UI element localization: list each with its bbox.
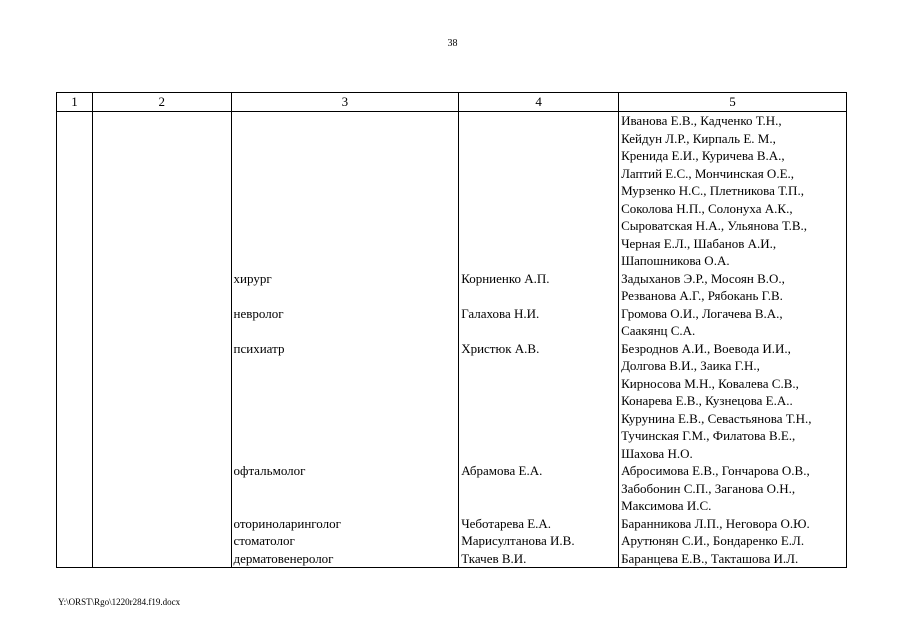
cell-line <box>459 392 618 410</box>
cell-line: Лаптий Е.С., Мончинская О.Е., <box>621 165 795 181</box>
document-table <box>56 92 847 568</box>
cell-line <box>232 480 459 498</box>
cell-line <box>232 217 459 235</box>
cell-line: Марисултанова И.В. <box>461 533 575 548</box>
cell-line: Сыроватская Н.А., Ульянова Т.В., <box>621 218 808 233</box>
cell-line <box>232 112 459 130</box>
cell-line <box>459 147 618 165</box>
cell-line <box>232 357 459 375</box>
column-header-2: 2 <box>92 93 231 112</box>
cell-line: офтальмолог <box>233 463 306 478</box>
cell-line <box>232 445 459 463</box>
cell-line <box>459 497 618 515</box>
cell-line: невролог <box>233 305 284 321</box>
cell-line: Арутюнян С.И., Бондаренко Е.Л. <box>621 533 805 548</box>
column-header-1: 1 <box>57 93 93 112</box>
cell-line: Долгова В.И., Заика Г.Н., <box>621 358 760 373</box>
cell-line <box>459 445 618 463</box>
cell-line: Ткачев В.И. <box>461 550 527 566</box>
cell-line: Чеботарева Е.А. <box>461 515 552 531</box>
cell-line <box>232 322 459 340</box>
cell-line <box>232 235 459 253</box>
cell-line <box>459 322 618 340</box>
cell-line: Соколова Н.П., Солонуха А.К., <box>621 200 793 216</box>
cell-line: дерматовенеролог <box>233 550 334 566</box>
staff-names-column <box>619 112 847 568</box>
cell-line: Христюк А.В. <box>461 340 540 356</box>
cell-line: стоматолог <box>233 533 295 548</box>
cell-line: Шахова Н.О. <box>621 445 693 461</box>
cell-line <box>459 130 618 148</box>
cell-line: хирург <box>233 270 272 286</box>
cell-line: Саакянц С.А. <box>621 323 696 338</box>
cell-line <box>459 235 618 253</box>
cell-line: Галахова Н.И. <box>461 305 540 321</box>
column-1-cell <box>57 112 93 568</box>
cell-line: Тучинская Г.М., Филатова В.Е., <box>621 428 796 443</box>
cell-line: Черная Е.Л., Шабанов А.И., <box>621 235 777 251</box>
page-number: 38 <box>447 38 458 49</box>
cell-line: Курунина Е.В., Севастьянова Т.Н., <box>621 410 812 426</box>
cell-line <box>232 165 459 183</box>
cell-line <box>459 165 618 183</box>
cell-line <box>232 182 459 200</box>
cell-line <box>232 200 459 218</box>
cell-line: Максимова И.С. <box>621 498 712 513</box>
cell-line <box>459 112 618 130</box>
cell-line: Безроднов А.И., Воевода И.И., <box>621 340 791 356</box>
cell-line <box>232 130 459 148</box>
cell-line <box>232 287 459 305</box>
cell-line <box>459 427 618 445</box>
table-header-row <box>57 93 847 112</box>
cell-line: Задыханов Э.Р., Мосоян В.О., <box>621 270 785 286</box>
specialty-column <box>231 112 459 568</box>
cell-line: Мурзенко Н.С., Плетникова Т.П., <box>621 183 804 198</box>
cell-line: Кренида Е.И., Куричева В.А., <box>621 148 785 163</box>
cell-line <box>232 392 459 410</box>
cell-line <box>232 147 459 165</box>
cell-line <box>459 252 618 270</box>
column-2-cell <box>92 112 231 568</box>
cell-line: Шапошникова О.А. <box>621 253 730 268</box>
cell-line: Баранникова Л.П., Неговора О.Ю. <box>621 515 810 531</box>
cell-line <box>459 410 618 428</box>
table-row <box>57 112 847 568</box>
cell-line <box>459 375 618 393</box>
cell-line: Конарева Е.В., Кузнецова Е.А.. <box>621 393 793 408</box>
cell-line <box>459 480 618 498</box>
cell-line <box>232 427 459 445</box>
cell-line: Баранцева Е.В., Такташова И.Л. <box>621 550 799 566</box>
cell-line <box>459 287 618 305</box>
cell-line: Громова О.И., Логачева В.А., <box>621 305 783 321</box>
cell-line: Кейдун Л.Р., Кирпаль Е. М., <box>621 130 776 146</box>
cell-line <box>459 200 618 218</box>
cell-line: оториноларинголог <box>233 515 341 531</box>
cell-line: Кирносова М.Н., Ковалева С.В., <box>621 375 799 391</box>
cell-line: Абросимова Е.В., Гончарова О.В., <box>621 463 810 478</box>
cell-line <box>459 357 618 375</box>
cell-line <box>232 375 459 393</box>
cell-line: Забобонин С.П., Заганова О.Н., <box>621 480 796 496</box>
cell-line: Корниенко А.П. <box>461 270 550 286</box>
cell-line <box>232 497 459 515</box>
chief-specialist-column <box>459 112 619 568</box>
cell-line <box>459 217 618 235</box>
cell-line <box>459 182 618 200</box>
column-header-3: 3 <box>231 93 459 112</box>
cell-line <box>232 410 459 428</box>
cell-line: психиатр <box>233 340 285 356</box>
cell-line: Резванова А.Г., Рябокань Г.В. <box>621 288 783 303</box>
cell-line <box>232 252 459 270</box>
cell-line: Абрамова Е.А. <box>461 463 543 478</box>
column-header-4: 4 <box>459 93 619 112</box>
footer-file-path: Y:\ORST\Rgo\1220r284.f19.docx <box>58 597 181 607</box>
cell-line: Иванова Е.В., Кадченко Т.Н., <box>621 113 782 128</box>
column-header-5: 5 <box>619 93 847 112</box>
